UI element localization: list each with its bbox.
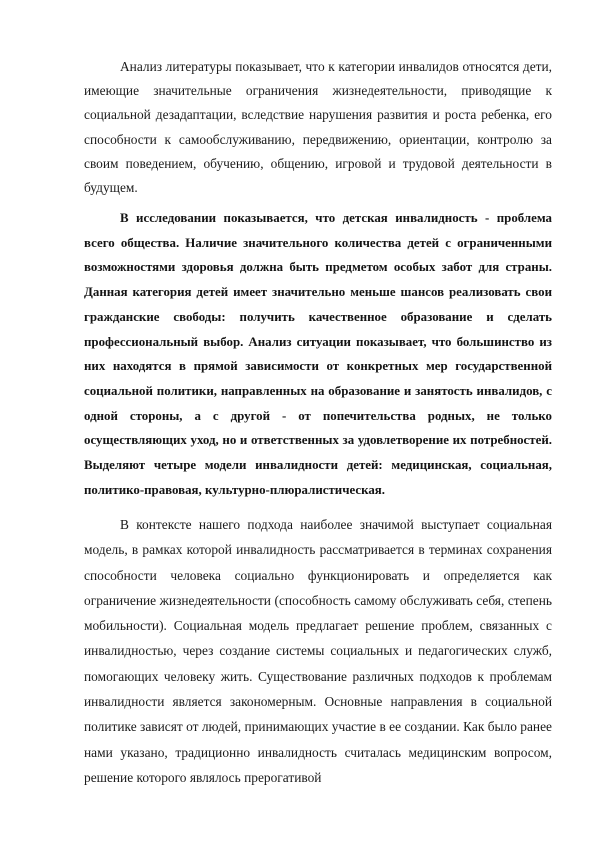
paragraph-disability-definition: Анализ литературы показывает, что к категории инвалидов относятся дети, имеющие значительные ограничения жизнедеятельности, приводящие к социальной дезадаптации, вследствие нарушения развития и роста ребенка, его способности к самообслуживанию, передвижению, ориентации, контролю за своим поведением, обучению, общению, игровой и трудовой деятельности в будущем. [84, 59, 552, 196]
paragraph-social-model: В контексте нашего подхода наиболее значимой выступает социальная модель, в рамках которой инвалидность рассматривается в терминах сохранения способности человека социально функционировать и определяется как ограничение жизнедеятельности (способность самому обслуживать себя, степень мобильности). Социальная модель предлагает решение проблем, связанных с инвалидностью, через создание системы социальных и педагогических служб, помогающих человеку жить. Существование различных подходов к проблемам инвалидности является закономерным. Основные направления в социальной политике зависят от людей, принимающих участие в ее создании. Как было ранее нами указано, традиционно инвалидность считалась медицинским вопросом, решение которого являлось прерогативой [84, 517, 552, 785]
paragraph-childhood-disability-problem: В исследовании показывается, что детская инвалидность - проблема всего общества. Наличие значительного количества детей с ограниченными возможностями здоровья должна быть предметом особых забот для страны. Данная категория детей имеет значительно меньше шансов реализовать свои гражданские свободы: получить качественное образование и сделать профессиональный выбор. Анализ ситуации показывает, что большинство из них находятся в прямой зависимости от конкретных мер государственной социальной политики, направленных на образование и занятость инвалидов, с одной стороны, а с другой - от попечительства родных, не только осуществляющих уход, но и ответственных за удовлетворение их потребностей. Выделяют четыре модели инвалидности детей: медицинская, социальная, политико-правовая, культурно-плюралистическая. [84, 211, 552, 497]
